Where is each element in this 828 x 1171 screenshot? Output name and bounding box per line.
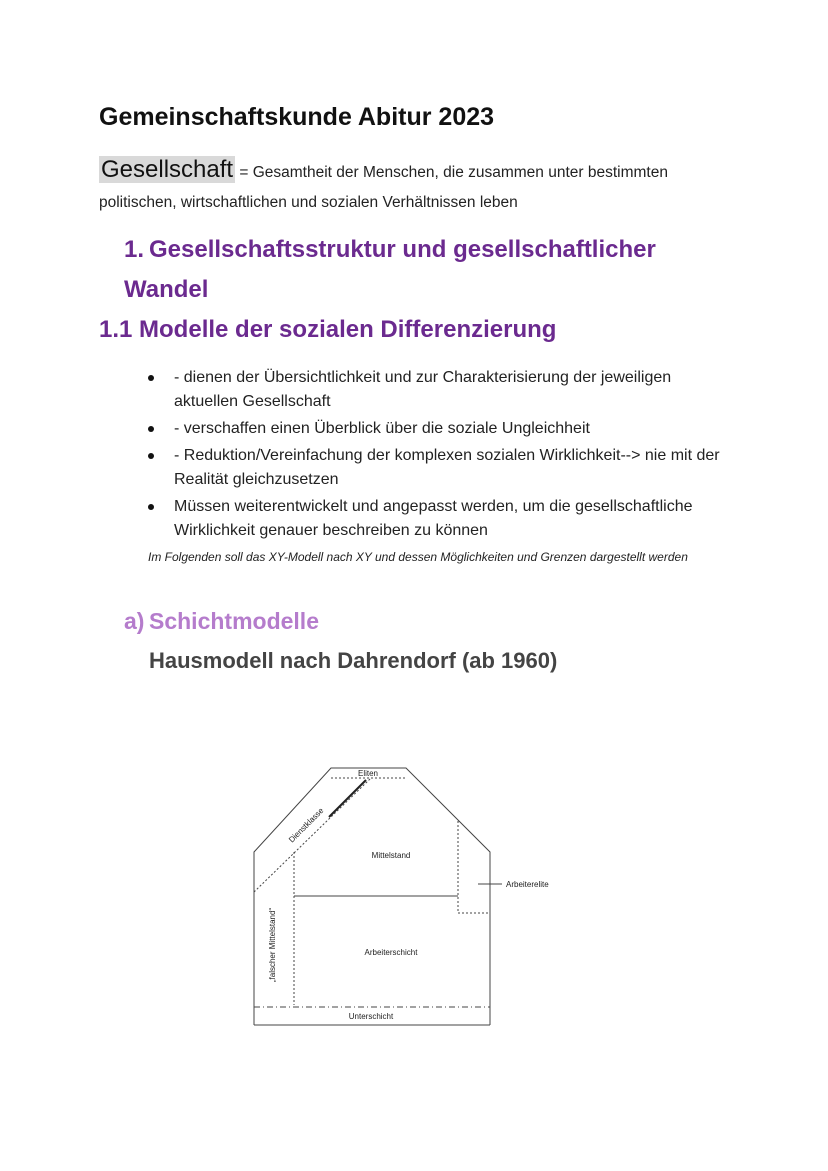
label-dienstklasse: Dienstklasse <box>287 806 326 845</box>
bullet-icon <box>148 453 154 459</box>
subsection-a-title: Schichtmodelle <box>149 608 319 634</box>
italic-note: Im Folgenden soll das XY-Modell nach XY und dessen Möglichkeiten und Grenzen dargestellt werden <box>148 550 688 564</box>
label-arbeiterelite: Arbeiterelite <box>506 880 549 889</box>
subsection-a-number: a) <box>124 608 145 634</box>
hausmodell-heading: Hausmodell nach Dahrendorf (ab 1960) <box>149 648 558 673</box>
subsection-a-heading <box>124 608 319 635</box>
section-1-1-heading: 1.1 Modelle der sozialen Differenzierung <box>99 316 557 343</box>
list-item: - dienen der Übersichtlichkeit und zur Charakterisierung der jeweiligen aktuellen Gesellschaft <box>148 366 738 414</box>
bullet-icon <box>148 375 154 381</box>
list-item: - verschaffen einen Überblick über die soziale Ungleichheit <box>148 417 738 441</box>
list-item: Müssen weiterentwickelt und angepasst werden, um die gesellschaftliche Wirklichkeit genauer beschreiben zu können <box>148 495 738 543</box>
bullet-icon <box>148 426 154 432</box>
label-falscher-mittelstand: „falscher Mittelstand“ <box>268 907 277 983</box>
document-title: Gemeinschaftskunde Abitur 2023 <box>99 103 495 131</box>
definition-term: Gesellschaft <box>101 156 234 183</box>
list-item: - Reduktion/Vereinfachung der komplexen sozialen Wirklichkeit--> nie mit der Realität gleichzusetzen <box>148 444 738 492</box>
section-1-title: Gesellschaftsstruktur und gesellschaftlicher Wandel <box>124 236 656 303</box>
dienstklasse-line <box>329 780 366 817</box>
bullet-list <box>148 366 738 546</box>
label-eliten: Eliten <box>357 769 379 778</box>
definition-paragraph <box>99 155 739 218</box>
label-arbeiterschicht: Arbeiterschicht <box>364 948 418 957</box>
section-1-number: 1. <box>124 236 145 263</box>
bullet-icon <box>148 504 154 510</box>
label-unterschicht: Unterschicht <box>348 1012 394 1021</box>
definition-text: = Gesamtheit der Menschen, die zusammen unter bestimmten politischen, wirtschaftlichen und sozialen Verhältnissen leben <box>99 164 668 211</box>
label-mittelstand: Mittelstand <box>371 851 411 860</box>
section-1-heading <box>124 230 724 310</box>
hausmodell-diagram <box>240 755 549 1040</box>
